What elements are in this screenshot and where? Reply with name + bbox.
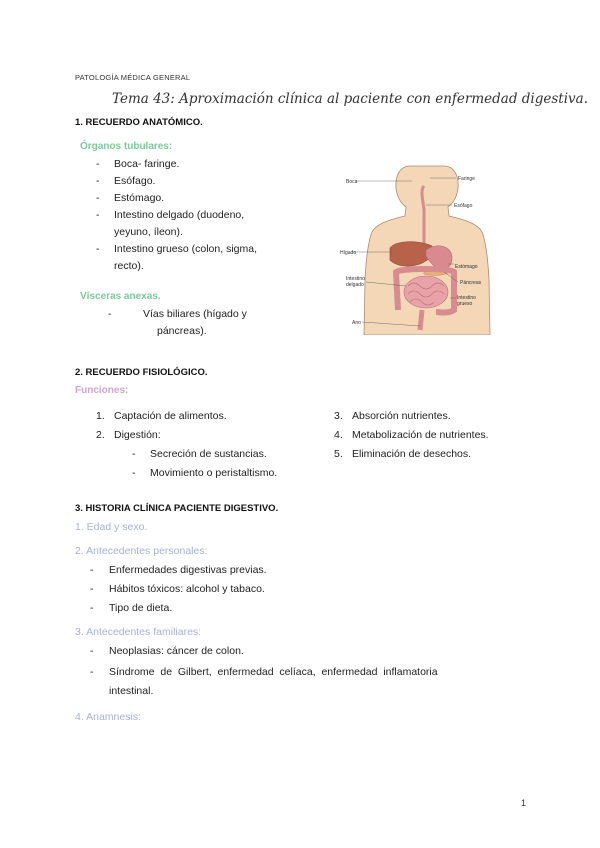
list-item: - Enfermedades digestivas previas. <box>90 564 267 576</box>
list-item: - Intestino delgado (duodeno, <box>96 209 245 221</box>
digestive-system-figure <box>340 160 515 335</box>
anexas-label: Vísceras anexas. <box>80 291 161 302</box>
list-item-continuation: yeyuno, íleon). <box>114 226 183 238</box>
item-edad-sexo: 1. Edad y sexo. <box>75 521 148 533</box>
list-item-continuation: recto). <box>114 260 144 272</box>
list-item: - Vías biliares (hígado y <box>108 308 247 320</box>
list-item: 3. Absorción nutrientes. <box>334 410 451 422</box>
anexas-list <box>108 306 308 340</box>
item-anamnesis: 4. Anamnesis: <box>75 711 141 723</box>
list-item-continuation: páncreas). <box>157 325 207 337</box>
label-higado: Hígado <box>340 250 357 256</box>
list-item: 2. Digestión: <box>96 429 161 441</box>
label-faringe: Faringe <box>458 176 475 182</box>
funciones-right-list <box>334 408 534 465</box>
label-intestino-grueso-2: grueso <box>457 301 473 307</box>
list-item: 4. Metabolización de nutrientes. <box>334 429 489 441</box>
list-item: - Síndrome de Gilbert, enfermedad celíaca, enfermedad inflamatoria <box>90 666 438 678</box>
list-item: - Tipo de dieta. <box>90 602 173 614</box>
label-intestino-delgado-1: Intestino <box>346 276 365 282</box>
funciones-label: Funciones: <box>75 385 129 396</box>
list-item: - Intestino grueso (colon, sigma, <box>96 243 257 255</box>
item-antecedentes-personales: 2. Antecedentes personales: <box>75 545 208 557</box>
rectum-shape <box>420 310 422 330</box>
list-item: - Hábitos tóxicos: alcohol y tabaco. <box>90 583 265 595</box>
label-pancreas: Páncreas <box>460 280 482 286</box>
label-estomago: Estómago <box>455 264 478 270</box>
item-antecedentes-familiares: 3. Antecedentes familiares: <box>75 626 202 638</box>
list-item: 1. Captación de alimentos. <box>96 410 227 422</box>
section-2-heading: 2. RECUERDO FISIOLÓGICO. <box>75 367 208 378</box>
list-item: - Neoplasias: cáncer de colon. <box>90 645 244 657</box>
label-esofago: Esófago <box>454 203 473 209</box>
document-header: PATOLOGÍA MÉDICA GENERAL <box>75 73 191 82</box>
antecedentes-familiares-list <box>90 643 530 702</box>
list-item: - Estómago. <box>96 192 165 204</box>
list-item-sub: - Secreción de sustancias. <box>132 448 267 460</box>
small-intestine-shape <box>404 276 448 308</box>
list-item: - Boca- faringe. <box>96 158 180 170</box>
antecedentes-personales-list <box>90 562 350 619</box>
list-item: - Esófago. <box>96 175 156 187</box>
label-boca: Boca <box>346 179 358 185</box>
tubulares-list <box>96 156 306 275</box>
label-intestino-delgado-2: delgado <box>346 282 364 288</box>
section-3-heading: 3. HISTORIA CLÍNICA PACIENTE DIGESTIVO. <box>75 503 279 514</box>
list-item-continuation: intestinal. <box>109 685 154 697</box>
list-item-sub: - Movimiento o peristaltismo. <box>132 467 278 479</box>
tubulares-label: Órganos tubulares: <box>80 141 173 152</box>
document-title: Tema 43: Aproximación clínica al paciente con enfermedad digestiva. <box>112 91 589 107</box>
section-1-heading: 1. RECUERDO ANATÓMICO. <box>75 117 203 128</box>
list-item: 5. Eliminación de desechos. <box>334 448 472 460</box>
label-ano: Ano <box>352 320 361 326</box>
label-intestino-grueso-1: Intestino <box>457 295 476 301</box>
funciones-left-list <box>96 408 326 484</box>
page-number: 1 <box>520 798 526 808</box>
